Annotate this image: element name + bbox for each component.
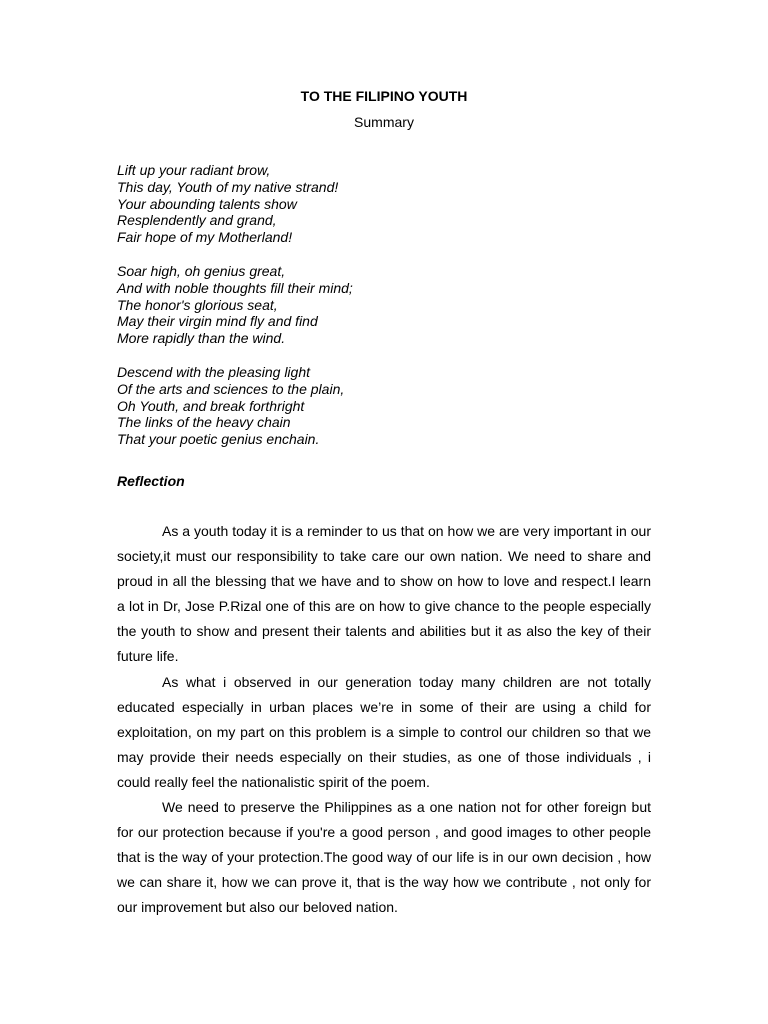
poem-stanza-1 — [117, 162, 537, 246]
poem-line: Resplendently and grand, — [117, 212, 277, 229]
poem-stanza-3 — [117, 364, 537, 448]
poem-line: Your abounding talents show — [117, 195, 297, 212]
poem-stanza-2 — [117, 263, 537, 347]
poem-line: Oh Youth, and break forthright — [117, 397, 305, 414]
reflection-paragraph: We need to preserve the Philippines as a one nation not for other foreign but for our protection because if you're a good person , and good images to other people that is the way of your protection.The good way of our life is in our own decision , how we can share it, how we can prove it, that is the way how we contribute , not only for our improvement but also our beloved nation. — [117, 799, 651, 916]
poem-line: Of the arts and sciences to the plain, — [117, 380, 345, 397]
poem-line: Soar high, oh genius great, — [117, 263, 286, 279]
reflection-heading: Reflection — [117, 473, 185, 489]
poem-line: Fair hope of my Motherland! — [117, 229, 293, 246]
poem-line: Lift up your radiant brow, — [117, 162, 271, 178]
poem-line: The links of the heavy chain — [117, 414, 291, 431]
poem-line: This day, Youth of my native strand! — [117, 178, 339, 195]
poem-line: May their virgin mind fly and find — [117, 313, 318, 330]
reflection-paragraph: As what i observed in our generation today many children are not totally educated especially in urban places we’re in some of their are using a child for exploitation, on my part on this problem is a simple to control our children so that we may provide their needs especially on their studies, as one of those individuals , i could really feel the nationalistic spirit of the poem. — [117, 673, 651, 790]
document-title: TO THE FILIPINO YOUTH — [300, 88, 468, 104]
document-subtitle: Summary — [354, 114, 414, 130]
reflection-body — [117, 519, 651, 921]
poem-line: That your poetic genius enchain. — [117, 431, 320, 448]
poem-line: The honor's glorious seat, — [117, 296, 278, 313]
poem-line: And with noble thoughts fill their mind; — [117, 279, 353, 296]
poem-line: More rapidly than the wind. — [117, 330, 286, 347]
reflection-paragraph: As a youth today it is a reminder to us that on how we are very important in our society,it must our responsibility to take care our own nation. We need to share and proud in all the blessing that we have and to show on how to love and respect.I learn a lot in Dr, Jose P.Rizal one of this are on how to give chance to the people especially the youth to show and present their talents and abilities but it as also the key of their future life. — [117, 523, 651, 665]
poem-line: Descend with the pleasing light — [117, 364, 311, 380]
